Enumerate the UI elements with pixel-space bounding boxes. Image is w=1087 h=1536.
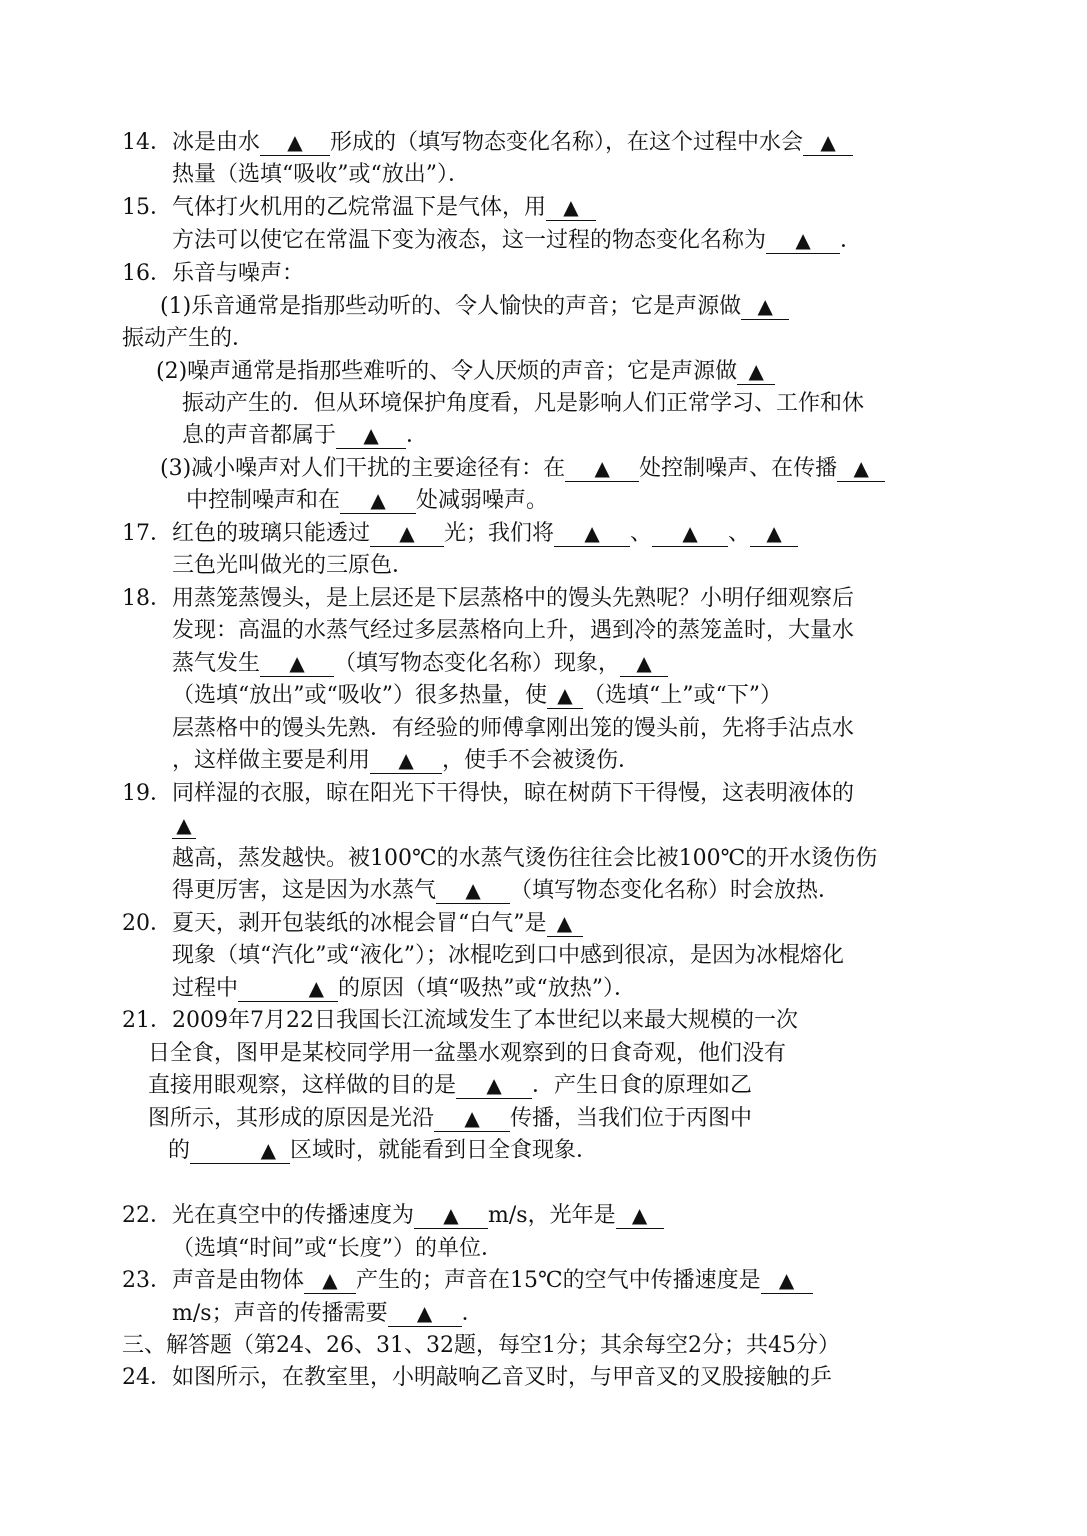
q20-line-3: [172, 974, 636, 1004]
q19-line-4: [172, 876, 840, 906]
answer-blank[interactable]: [370, 520, 444, 547]
triangle-marker: ▲: [557, 683, 573, 707]
q21-line-3: [148, 1071, 752, 1101]
q23-line-1: [122, 1266, 813, 1296]
answer-blank[interactable]: [741, 293, 789, 320]
answer-blank[interactable]: [565, 455, 639, 482]
answer-blank[interactable]: [436, 877, 510, 904]
triangle-marker: ▲: [416, 1301, 433, 1325]
answer-blank[interactable]: [336, 422, 406, 449]
answer-blank[interactable]: [547, 682, 583, 709]
triangle-marker: ▲: [766, 521, 782, 545]
text: 、: [630, 521, 653, 546]
answer-blank[interactable]: [737, 358, 775, 385]
q22-line-2: [172, 1234, 503, 1264]
answer-blank[interactable]: [370, 747, 442, 774]
triangle-marker: ▲: [486, 1073, 502, 1097]
text: 图所示，其形成的原因是光沿: [148, 1106, 435, 1131]
answer-blank[interactable]: [304, 1267, 356, 1294]
text: m/s；声音的传播需要: [172, 1301, 388, 1326]
text: 产生的；声音在15℃的空气中传播速度是: [356, 1268, 761, 1293]
answer-blank[interactable]: [238, 975, 338, 1002]
text: 处减弱噪声。: [416, 488, 549, 513]
text: 20．夏天，剥开包装纸的冰棍会冒“白气”是: [122, 911, 547, 936]
text: 得更厉害，这是因为水蒸气: [172, 878, 437, 903]
q16-1-line-1: [160, 292, 789, 322]
text: 蒸气发生: [172, 651, 261, 676]
text: m/s，光年是: [488, 1203, 616, 1228]
text: 的: [168, 1138, 191, 1163]
text: 三色光叫做光的三原色．: [172, 553, 415, 578]
q21-line-1: [122, 1006, 798, 1036]
q17-line-1: [122, 519, 798, 549]
text: 区域时，就能看到日全食现象．: [290, 1138, 599, 1163]
q16-line-1: [122, 259, 304, 289]
answer-blank[interactable]: [388, 1300, 462, 1327]
q16-2-line-1: [156, 357, 775, 387]
text: （选填“时间”或“长度”）的单位．: [172, 1236, 503, 1261]
triangle-marker: ▲: [748, 359, 764, 383]
q18-line-3: [172, 649, 668, 679]
text: 、: [728, 521, 751, 546]
q19-line-1: [122, 779, 854, 809]
triangle-marker: ▲: [363, 423, 379, 447]
section-3-heading: [122, 1331, 840, 1361]
text: 直接用眼观察，这样做的目的是: [148, 1073, 457, 1098]
triangle-marker: ▲: [682, 521, 698, 545]
answer-blank[interactable]: [456, 1072, 532, 1099]
text: （选填“放出”或“吸收”）很多热量，使: [172, 683, 547, 708]
text: 形成的（填写物态变化名称），在这个过程中水会: [330, 130, 804, 155]
answer-blank[interactable]: [750, 520, 798, 547]
answer-blank[interactable]: [414, 1202, 488, 1229]
text: ．产生日食的原理如乙: [532, 1073, 753, 1098]
answer-blank[interactable]: [761, 1267, 813, 1294]
answer-blank[interactable]: [554, 520, 630, 547]
text: ，这样做主要是利用: [172, 748, 371, 773]
text: 15．气体打火机用的乙烷常温下是气体，用: [122, 195, 546, 220]
answer-blank[interactable]: [260, 650, 334, 677]
text: 振动产生的．: [122, 326, 255, 351]
q14-line-1: [122, 128, 853, 158]
q21-line-4: [148, 1104, 752, 1134]
triangle-marker: ▲: [594, 456, 610, 480]
text: ．: [840, 228, 863, 253]
text: 18．用蒸笼蒸馒头，是上层还是下层蒸格中的馒头先熟呢？小明仔细观察后: [122, 586, 854, 611]
text: 方法可以使它在常温下变为液态，这一过程的物态变化名称为: [172, 228, 767, 253]
answer-blank[interactable]: [837, 455, 885, 482]
triangle-marker: ▲: [464, 1106, 480, 1130]
text: (2)噪声通常是指那些难听的、令人厌烦的声音；它是声源做: [156, 359, 738, 384]
answer-blank[interactable]: [190, 1137, 290, 1164]
text: （填写物态变化名称）时会放热．: [510, 878, 841, 903]
text: 发现：高温的水蒸气经过多层蒸格向上升，遇到冷的蒸笼盖时，大量水: [172, 618, 855, 643]
text: 22．光在真空中的传播速度为: [122, 1203, 414, 1228]
q23-line-2: [172, 1299, 484, 1329]
triangle-marker: ▲: [778, 1268, 795, 1292]
q17-line-2: [172, 551, 414, 581]
answer-blank[interactable]: [434, 1105, 510, 1132]
triangle-marker: ▲: [563, 195, 579, 219]
triangle-marker: ▲: [631, 1203, 648, 1227]
text: ．: [461, 1301, 484, 1326]
q21-line-5: [168, 1136, 598, 1166]
answer-blank[interactable]: [620, 650, 668, 677]
q15-line-1: [122, 193, 596, 223]
triangle-marker: ▲: [584, 521, 600, 545]
q18-line-6: [172, 746, 640, 776]
q18-line-2: [172, 616, 854, 646]
text: 传播，当我们位于丙图中: [510, 1106, 753, 1131]
triangle-marker: ▲: [176, 813, 192, 837]
q16-2-line-2: [182, 389, 864, 419]
q16-2-line-3: [182, 421, 428, 451]
text: 21．2009年7月22日我国长江流域发生了本世纪以来最大规模的一次: [122, 1008, 798, 1033]
text: 三、解答题（第24、26、31、32题，每空1分；其余每空2分；共45分）: [122, 1333, 840, 1358]
text: ，使手不会被烫伤．: [442, 748, 641, 773]
text: 14．冰是由水: [122, 130, 260, 155]
text: 层蒸格中的馒头先熟．有经验的师傅拿刚出笼的馒头前，先将手沾点水: [172, 716, 855, 741]
q16-1-line-2: [122, 324, 254, 354]
answer-blank[interactable]: [616, 1202, 664, 1229]
q18-line-4: [172, 681, 782, 711]
q18-line-1: [122, 584, 854, 614]
q19-line-3: [172, 844, 877, 874]
triangle-marker: ▲: [322, 1268, 338, 1292]
answer-blank[interactable]: [803, 129, 853, 156]
answer-blank[interactable]: [172, 812, 196, 839]
text: 16．乐音与噪声：: [122, 261, 304, 286]
text: 过程中: [172, 976, 239, 1001]
answer-blank[interactable]: [340, 487, 416, 514]
q16-3-line-1: [160, 454, 885, 484]
triangle-marker: ▲: [757, 294, 773, 318]
text: 19．同样湿的衣服，晾在阳光下干得快，晾在树荫下干得慢，这表明液体的: [122, 781, 854, 806]
text: （填写物态变化名称）现象，: [334, 651, 621, 676]
text: （选填“上”或“下”）: [583, 683, 782, 708]
text: 日全食，图甲是某校同学用一盆墨水观察到的日食奇观，他们没有: [148, 1041, 787, 1066]
triangle-marker: ▲: [443, 1203, 459, 1227]
q16-3-line-2: [186, 486, 548, 516]
text: 24．如图所示，在教室里，小明敲响乙音叉时，与甲音叉的叉股接触的乒: [122, 1365, 832, 1390]
answer-blank[interactable]: [260, 129, 330, 156]
q14-line-2: [172, 160, 470, 190]
q20-line-1: [122, 909, 583, 939]
text: 热量（选填“吸收”或“放出”）．: [172, 162, 470, 187]
answer-blank[interactable]: [766, 227, 840, 254]
answer-blank[interactable]: [547, 910, 583, 937]
q19-line-2: [172, 811, 196, 841]
text: 23．声音是由物体: [122, 1268, 304, 1293]
text: 振动产生的．但从环境保护角度看，凡是影响人们正常学习、工作和休: [182, 391, 865, 416]
triangle-marker: ▲: [260, 1138, 277, 1162]
q24-line-1: [122, 1363, 832, 1393]
triangle-marker: ▲: [556, 911, 573, 935]
q22-line-1: [122, 1201, 664, 1231]
triangle-marker: ▲: [853, 456, 869, 480]
triangle-marker: ▲: [289, 651, 305, 675]
text: 息的声音都属于: [182, 423, 337, 448]
text: 光；我们将: [444, 521, 555, 546]
triangle-marker: ▲: [399, 521, 415, 545]
text: (3)减小噪声对人们干扰的主要途径有：在: [160, 456, 566, 481]
text: 现象（填“汽化”或“液化”）；冰棍吃到口中感到很凉，是因为冰棍熔化: [172, 943, 844, 968]
triangle-marker: ▲: [308, 976, 325, 1000]
triangle-marker: ▲: [370, 488, 386, 512]
triangle-marker: ▲: [465, 878, 481, 902]
text: 中控制噪声和在: [186, 488, 341, 513]
text: 处控制噪声、在传播: [639, 456, 838, 481]
answer-blank[interactable]: [652, 520, 728, 547]
q20-line-2: [172, 941, 844, 971]
triangle-marker: ▲: [287, 130, 303, 154]
text: 17．红色的玻璃只能透过: [122, 521, 370, 546]
text: ．: [406, 423, 429, 448]
triangle-marker: ▲: [795, 228, 811, 252]
q21-line-2: [148, 1039, 786, 1069]
q15-line-2: [172, 226, 862, 256]
triangle-marker: ▲: [636, 651, 652, 675]
text: 的原因（填“吸热”或“放热”）．: [338, 976, 637, 1001]
text: (1)乐音通常是指那些动听的、令人愉快的声音；它是声源做: [160, 294, 742, 319]
q18-line-5: [172, 714, 854, 744]
triangle-marker: ▲: [398, 748, 414, 772]
text: 越高，蒸发越快。被100℃的水蒸气烫伤往往会比被100℃的开水烫伤伤: [172, 846, 878, 871]
answer-blank[interactable]: [546, 194, 596, 221]
triangle-marker: ▲: [820, 130, 836, 154]
